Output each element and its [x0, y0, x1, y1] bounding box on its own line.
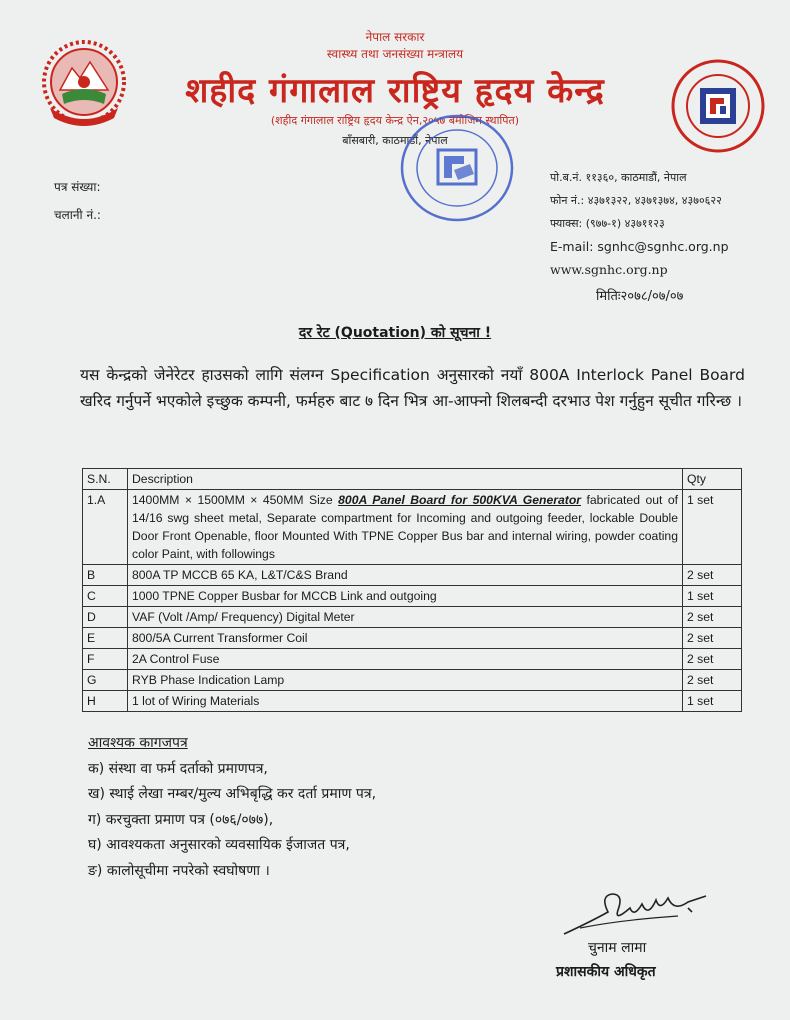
notice-heading — [0, 323, 790, 342]
contact-pobox: पो.ब.नं. ११३६०, काठमाडौं, नेपाल — [550, 171, 687, 184]
desc-pre: 1400MM × 1500MM × 450MM Size — [132, 493, 339, 507]
contact-block — [550, 166, 729, 281]
patra-sankhya-label: पत्र संख्या: — [54, 180, 101, 194]
list-item: ङ) कालोसूचीमा नपरेको स्वघोषणा । — [88, 862, 270, 879]
organization-subtitle: (शहीद गंगालाल राष्ट्रिय हृदय केन्द्र ऐन,२०५७ बमोजिम स्थापित) — [270, 114, 520, 127]
row-sn: E — [83, 628, 128, 649]
row-sn: D — [83, 607, 128, 628]
row-qty: 1 set — [683, 691, 742, 712]
header-description: Description — [128, 469, 683, 490]
specification-table — [82, 468, 742, 712]
letter-date: मितिः२०७८/०७/०७ — [596, 289, 684, 304]
row-description: RYB Phase Indication Lamp — [128, 670, 683, 691]
gov-line-1: नेपाल सरकार — [365, 30, 425, 44]
organization-title: शहीद गंगालाल राष्ट्रिय हृदय केन्द्र — [185, 71, 605, 111]
table-row — [83, 628, 742, 649]
row-qty: 2 set — [683, 649, 742, 670]
contact-phone: फोन नं.: ४३७१३२२, ४३७१३७४, ४३७०६२२ — [550, 194, 722, 207]
organization-address: बाँसबारी, काठमाडौं, नेपाल — [342, 134, 448, 147]
row-description: 1000 TPNE Copper Busbar for MCCB Link and outgoing — [128, 586, 683, 607]
list-item: ख) स्थाई लेखा नम्बर/मुल्य अभिबृद्धि कर दर्ता प्रमाण पत्र, — [88, 786, 377, 802]
required-documents — [88, 731, 376, 884]
row-qty: 2 set — [683, 628, 742, 649]
row-qty: 2 set — [683, 670, 742, 691]
row-description: 800/5A Current Transformer Coil — [128, 628, 683, 649]
table-row — [83, 691, 742, 712]
row-sn: G — [83, 670, 128, 691]
header-qty: Qty — [683, 469, 742, 490]
list-item: घ) आवश्यकता अनुसारको व्यवसायिक ईजाजत पत्र, — [88, 837, 350, 853]
signatory-name: चुनाम लामा — [588, 940, 647, 956]
table-row — [83, 607, 742, 628]
chalani-label: चलानी नं.: — [54, 208, 101, 222]
notice-body: यस केन्द्रको जेनेरेटर हाउसको लागि संलग्न Specification अनुसारको नयाँ 800A Interlock Panel Board खरिद गर्नुपर्ने भएकोले इच्छुक कम्पनी, फर्महरु बाट ७ दिन भित्र आ-आफ्नो शिलबन्दी दरभाउ पेश गर्नुहुन सूचीत गरिन्छ । — [80, 366, 745, 410]
row-description: 800A TP MCCB 65 KA, L&T/C&S Brand — [128, 565, 683, 586]
header-sn: S.N. — [83, 469, 128, 490]
list-item: क) संस्था वा फर्म दर्ताको प्रमाणपत्र, — [88, 760, 268, 777]
contact-email[interactable]: E-mail: sgnhc@sgnhc.org.np — [550, 239, 729, 254]
desc-post: fabricated out of 14/16 swg sheet metal, Separate compartment for Incoming and outgoing feeder, lockable Double Door Front Openable, floor Mounted With TPNE Copper Bus bar and internal wiring, powder coating color Paint, with followings — [132, 493, 679, 561]
contact-fax: फ्याक्स: (९७७-१) ४३७११२३ — [550, 217, 665, 230]
documents-heading: आवश्यक कागजपत्र — [88, 735, 188, 751]
signatory-title: प्रशासकीय अधिकृत — [556, 964, 656, 980]
heading-post: को सूचना ! — [426, 325, 492, 341]
official-stamp-icon — [398, 112, 516, 224]
contact-website[interactable]: www.sgnhc.org.np — [550, 262, 668, 277]
heading-en: (Quotation) — [334, 325, 427, 341]
row-description: VAF (Volt /Amp/ Frequency) Digital Meter — [128, 607, 683, 628]
row-sn: 1.A — [83, 490, 128, 565]
row-description: 2A Control Fuse — [128, 649, 683, 670]
row-description: 1 lot of Wiring Materials — [128, 691, 683, 712]
row-sn: B — [83, 565, 128, 586]
desc-bold: 800A Panel Board for 500KVA Generator — [338, 493, 582, 507]
row-qty: 1 set — [683, 490, 742, 565]
row-qty: 2 set — [683, 607, 742, 628]
heading-pre: दर रेट — [298, 325, 335, 341]
table-row — [83, 490, 742, 565]
list-item: ग) करचुक्ता प्रमाण पत्र (०७६/०७७), — [88, 811, 274, 828]
row-description — [128, 490, 683, 565]
row-qty: 2 set — [683, 565, 742, 586]
gov-line-2: स्वास्थ्य तथा जनसंख्या मन्त्रालय — [326, 47, 464, 61]
table-row — [83, 670, 742, 691]
row-sn: F — [83, 649, 128, 670]
table-row — [83, 586, 742, 607]
table-row — [83, 649, 742, 670]
table-header-row — [83, 469, 742, 490]
handwritten-signature-icon — [560, 882, 710, 942]
row-sn: H — [83, 691, 128, 712]
row-qty: 1 set — [683, 586, 742, 607]
row-sn: C — [83, 586, 128, 607]
table-row — [83, 565, 742, 586]
